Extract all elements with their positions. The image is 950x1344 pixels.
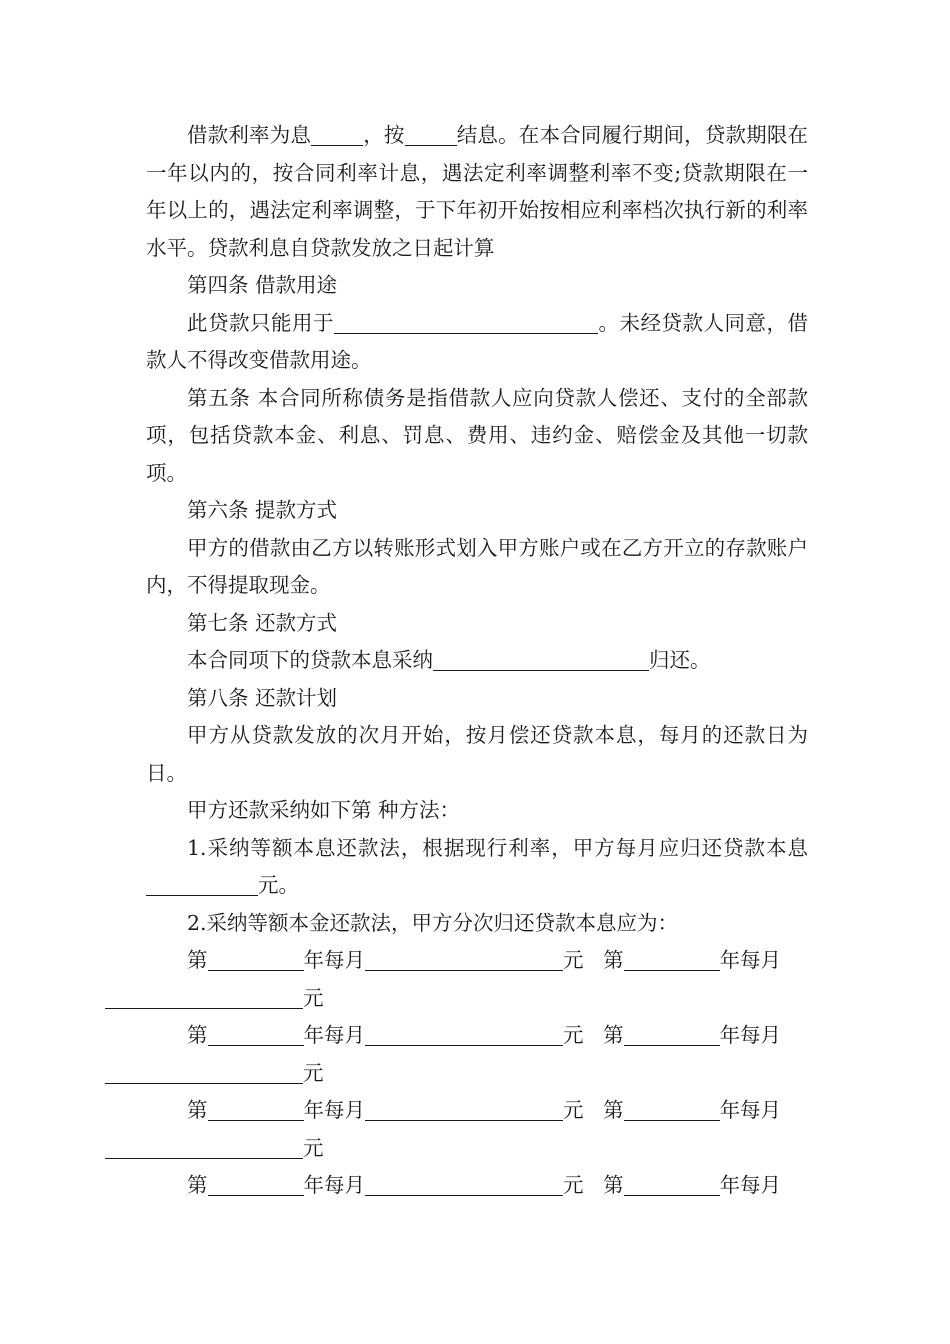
blank-year[interactable] [624, 1098, 720, 1121]
text-fragment: 年每月 [719, 1098, 782, 1122]
article8-paragraph-2: 甲方还款采纳如下第 种方法： [187, 798, 461, 822]
article8-paragraph-1: 甲方从贷款发放的次月开始，按月偿还贷款本息，每月的还款日为 日。 [146, 723, 808, 785]
method2-paragraph: 2.采纳等额本金还款法，甲方分次归还贷款本息应为： [187, 910, 679, 935]
schedule-row [146, 942, 808, 1017]
blank-year[interactable] [624, 1173, 720, 1196]
article6-paragraph: 甲方的借款由乙方以转账形式划入甲方账户或在乙方开立的存款账户内，不得提取现金。 [146, 535, 808, 597]
article4-heading: 第四条 借款用途 [187, 273, 338, 297]
blank-amount[interactable] [105, 986, 303, 1009]
text-fragment: 元。 [258, 873, 299, 897]
blank-settlement-period[interactable] [405, 123, 457, 146]
text-fragment: 元 [563, 1098, 584, 1122]
blank-year[interactable] [624, 948, 720, 971]
text-fragment: 第 [603, 948, 624, 972]
blank-amount[interactable] [105, 1136, 303, 1159]
article3-interest-paragraph [146, 117, 808, 267]
text-fragment: 第 [603, 1173, 624, 1197]
article6-heading: 第六条 提款方式 [187, 498, 338, 522]
text-fragment: 第 [187, 1023, 208, 1047]
blank-amount[interactable] [105, 1061, 303, 1084]
article7-heading: 第七条 还款方式 [187, 610, 338, 635]
blank-interest-rate[interactable] [311, 123, 363, 146]
document-page [146, 117, 808, 1205]
text-fragment: 第 [187, 1098, 208, 1122]
text-fragment: ，按 [363, 123, 405, 147]
text-fragment: 1.采纳等额本息还款法，根据现行利率，甲方每月应归还贷款本息 [187, 835, 808, 860]
article8-heading: 第八条 还款计划 [187, 685, 338, 710]
blank-year[interactable] [208, 1023, 304, 1046]
method1-paragraph [146, 830, 808, 905]
blank-year[interactable] [208, 1173, 304, 1196]
text-fragment: 年每月 [719, 1023, 782, 1047]
article5-paragraph: 第五条 本合同所称债务是指借款人应向贷款人偿还、支付的全部款项，包括贷款本金、利息、罚息、费用、违约金、赔偿金及其他一切款项。 [146, 385, 808, 485]
text-fragment: 元 [303, 985, 324, 1010]
blank-amount[interactable] [365, 1173, 563, 1196]
text-fragment: 年每月 [719, 1173, 782, 1197]
text-fragment: 年每月 [303, 1023, 365, 1047]
schedule-row [146, 1167, 808, 1205]
text-fragment: 元 [563, 1173, 584, 1197]
text-fragment: 。未经贷款人同意，借款人不得改变借款用途。 [146, 310, 808, 372]
text-fragment: 此贷款只能用于 [187, 310, 334, 335]
blank-amount[interactable] [365, 1023, 563, 1046]
text-fragment: 年每月 [303, 948, 365, 972]
text-fragment: 年每月 [303, 1173, 365, 1197]
text-fragment: 元 [563, 948, 584, 972]
text-fragment: 元 [303, 1060, 324, 1085]
text-fragment: 结息。在本合同履行期间，贷款期限在一年以内的，按合同利率计息，遇法定利率调整利率不变;贷款期限在一年以上的，遇法定利率调整，于下年初开始按相应利率档次执行新的利率水平。贷款利息自贷款发放之日起计算 [146, 123, 809, 260]
text-fragment: 第 [603, 1098, 624, 1122]
blank-loan-purpose[interactable] [334, 311, 598, 334]
blank-amount[interactable] [365, 1098, 563, 1121]
schedule-row [146, 1017, 808, 1092]
blank-repayment-method[interactable] [433, 648, 649, 671]
blank-year[interactable] [208, 1098, 304, 1121]
text-fragment: 年每月 [303, 1098, 365, 1122]
text-fragment: 第 [187, 1173, 208, 1197]
text-fragment: 元 [563, 1023, 584, 1047]
text-fragment: 年每月 [719, 948, 782, 972]
blank-monthly-amount[interactable] [146, 873, 258, 896]
article7-paragraph [146, 642, 808, 680]
text-fragment: 借款利率为息 [187, 123, 312, 147]
article4-paragraph [146, 305, 808, 380]
text-fragment: 第 [603, 1023, 624, 1047]
text-fragment: 第 [187, 948, 208, 972]
blank-year[interactable] [208, 948, 304, 971]
text-fragment: 元 [303, 1135, 324, 1160]
schedule-row [146, 1092, 808, 1167]
text-fragment: 本合同项下的贷款本息采纳 [187, 648, 433, 672]
blank-amount[interactable] [365, 948, 563, 971]
blank-year[interactable] [624, 1023, 720, 1046]
text-fragment: 归还。 [649, 648, 711, 672]
